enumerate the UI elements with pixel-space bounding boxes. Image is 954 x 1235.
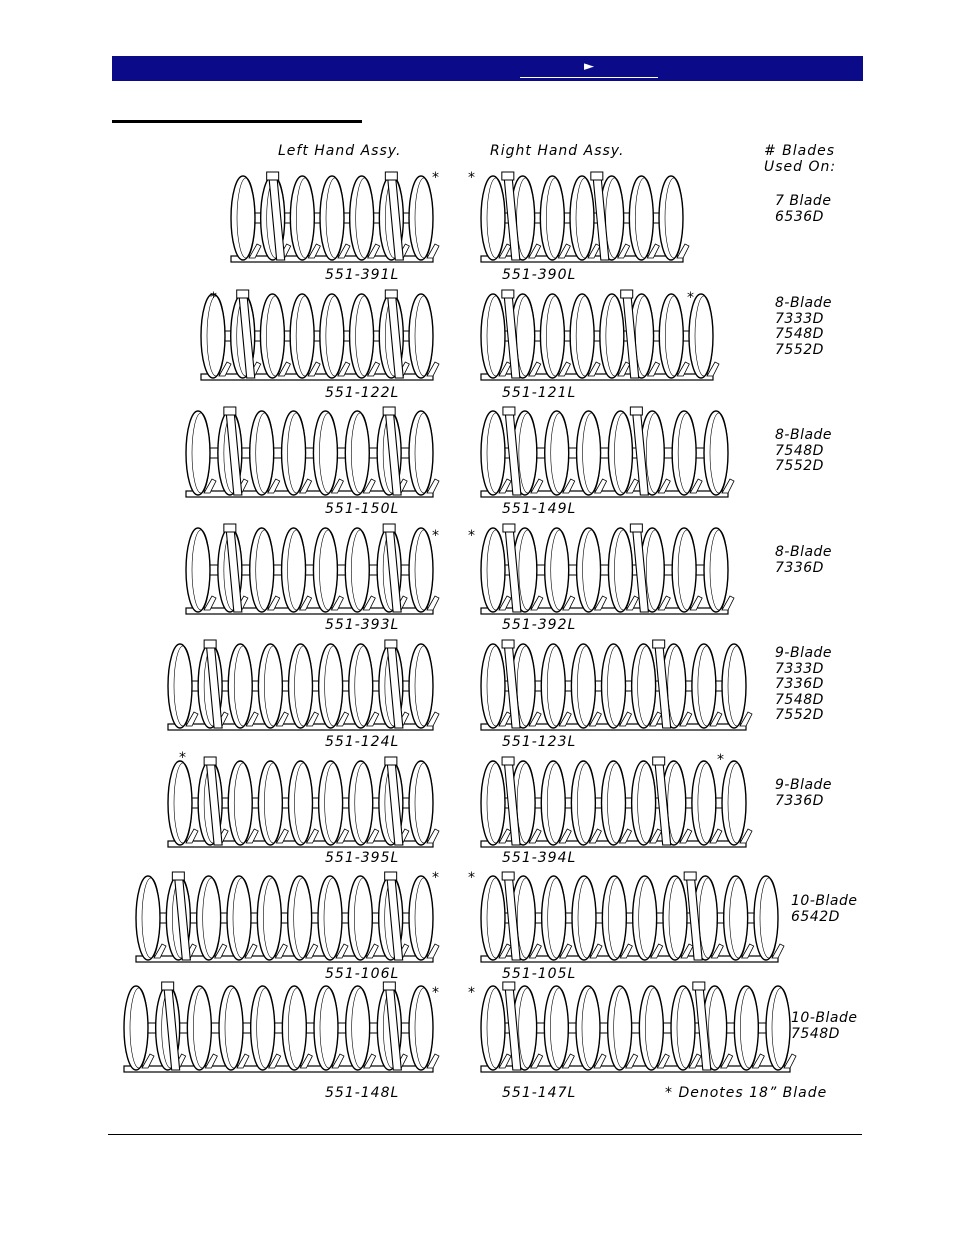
model-number: 7333D: [775, 310, 824, 327]
model-number: 7548D: [791, 1025, 840, 1042]
blade-count: 9-Blade: [775, 645, 833, 661]
assembly-drawing-left-551-391L: [227, 170, 437, 270]
models-list: [775, 428, 832, 475]
part-number-left: 551-395L: [325, 850, 400, 866]
models-list: [775, 646, 832, 724]
footer-rule: [108, 1134, 862, 1135]
assembly-drawing-left-551-106L: [132, 870, 437, 970]
model-number: 7552D: [775, 341, 824, 358]
assembly-drawing-left-551-393L: [182, 522, 437, 622]
star-marker: *: [210, 290, 218, 306]
models-list: [775, 778, 832, 809]
model-number: 7548D: [775, 326, 824, 342]
models-list: [775, 194, 831, 225]
star-marker: *: [468, 170, 476, 186]
section-heading-underline: [112, 120, 362, 123]
model-number: 6542D: [791, 908, 840, 925]
part-number-left: 551-393L: [325, 617, 400, 633]
assembly-drawing-right-551-123L: [477, 638, 750, 738]
star-marker: *: [432, 985, 440, 1001]
blade-assembly-figure: [112, 130, 863, 1110]
blade-count: 8-Blade: [775, 427, 833, 443]
next-page-link[interactable]: ►: [520, 56, 658, 78]
header-bar: [112, 56, 863, 81]
models-list: [775, 296, 832, 358]
star-marker: *: [468, 528, 476, 544]
assembly-drawing-right-551-149L: [477, 405, 732, 505]
assembly-drawing-right-551-121L: [477, 288, 717, 388]
part-number-right: 551-123L: [502, 734, 577, 750]
assembly-drawing-left-551-395L: [164, 755, 437, 855]
part-number-right: 551-121L: [502, 385, 577, 401]
star-marker: *: [179, 750, 187, 766]
used-on-column-header: Used On:: [764, 159, 837, 175]
star-marker: *: [687, 290, 695, 306]
part-number-right: 551-105L: [502, 966, 577, 982]
part-number-left: 551-122L: [325, 385, 400, 401]
assembly-drawing-left-551-148L: [120, 980, 437, 1080]
assembly-drawing-left-551-150L: [182, 405, 437, 505]
model-number: 7336D: [775, 676, 824, 692]
star-marker: *: [432, 528, 440, 544]
model-number: 7548D: [775, 442, 824, 459]
star-marker: *: [468, 870, 476, 886]
assembly-drawing-right-551-147L: [477, 980, 794, 1080]
model-number: 7548D: [775, 691, 824, 708]
blade-count: 8-Blade: [775, 295, 833, 311]
model-number: 7336D: [775, 559, 824, 576]
assembly-drawing-right-551-392L: [477, 522, 732, 622]
model-number: 7552D: [775, 458, 824, 474]
assembly-drawing-left-551-124L: [164, 638, 437, 738]
assembly-drawing-right-551-394L: [477, 755, 750, 855]
blade-count: 9-Blade: [775, 777, 833, 793]
star-marker: *: [717, 752, 725, 768]
blade-count: 8-Blade: [775, 544, 833, 560]
star-marker: *: [468, 985, 476, 1001]
model-number: 7336D: [775, 792, 824, 809]
assembly-drawing-right-551-390L: [477, 170, 687, 270]
part-number-right: 551-392L: [502, 617, 577, 633]
blade-count: 10-Blade: [791, 1010, 858, 1026]
part-number-right: 551-390L: [502, 267, 577, 283]
model-number: 6536D: [775, 208, 824, 225]
right-hand-column-header: Right Hand Assy.: [490, 143, 625, 159]
part-number-left: 551-106L: [325, 966, 400, 982]
model-number: 7552D: [775, 707, 824, 723]
blades-column-header: # Blades: [764, 143, 836, 159]
part-number-left: 551-148L: [325, 1085, 400, 1101]
model-number: 7333D: [775, 660, 824, 677]
star-marker: *: [432, 170, 440, 186]
left-hand-column-header: Left Hand Assy.: [278, 143, 402, 159]
part-number-left: 551-150L: [325, 501, 400, 517]
star-marker: *: [432, 870, 440, 886]
footnote: * Denotes 18” Blade: [665, 1085, 828, 1101]
blade-count: 7 Blade: [775, 193, 832, 209]
assembly-drawing-right-551-105L: [477, 870, 782, 970]
part-number-left: 551-391L: [325, 267, 400, 283]
part-number-right: 551-147L: [502, 1085, 577, 1101]
part-number-right: 551-149L: [502, 501, 577, 517]
models-list: [775, 545, 832, 576]
part-number-right: 551-394L: [502, 850, 577, 866]
part-number-left: 551-124L: [325, 734, 400, 750]
assembly-drawing-left-551-122L: [197, 288, 437, 388]
models-list: [791, 894, 857, 925]
blade-count: 10-Blade: [791, 893, 858, 909]
models-list: [791, 1011, 857, 1042]
